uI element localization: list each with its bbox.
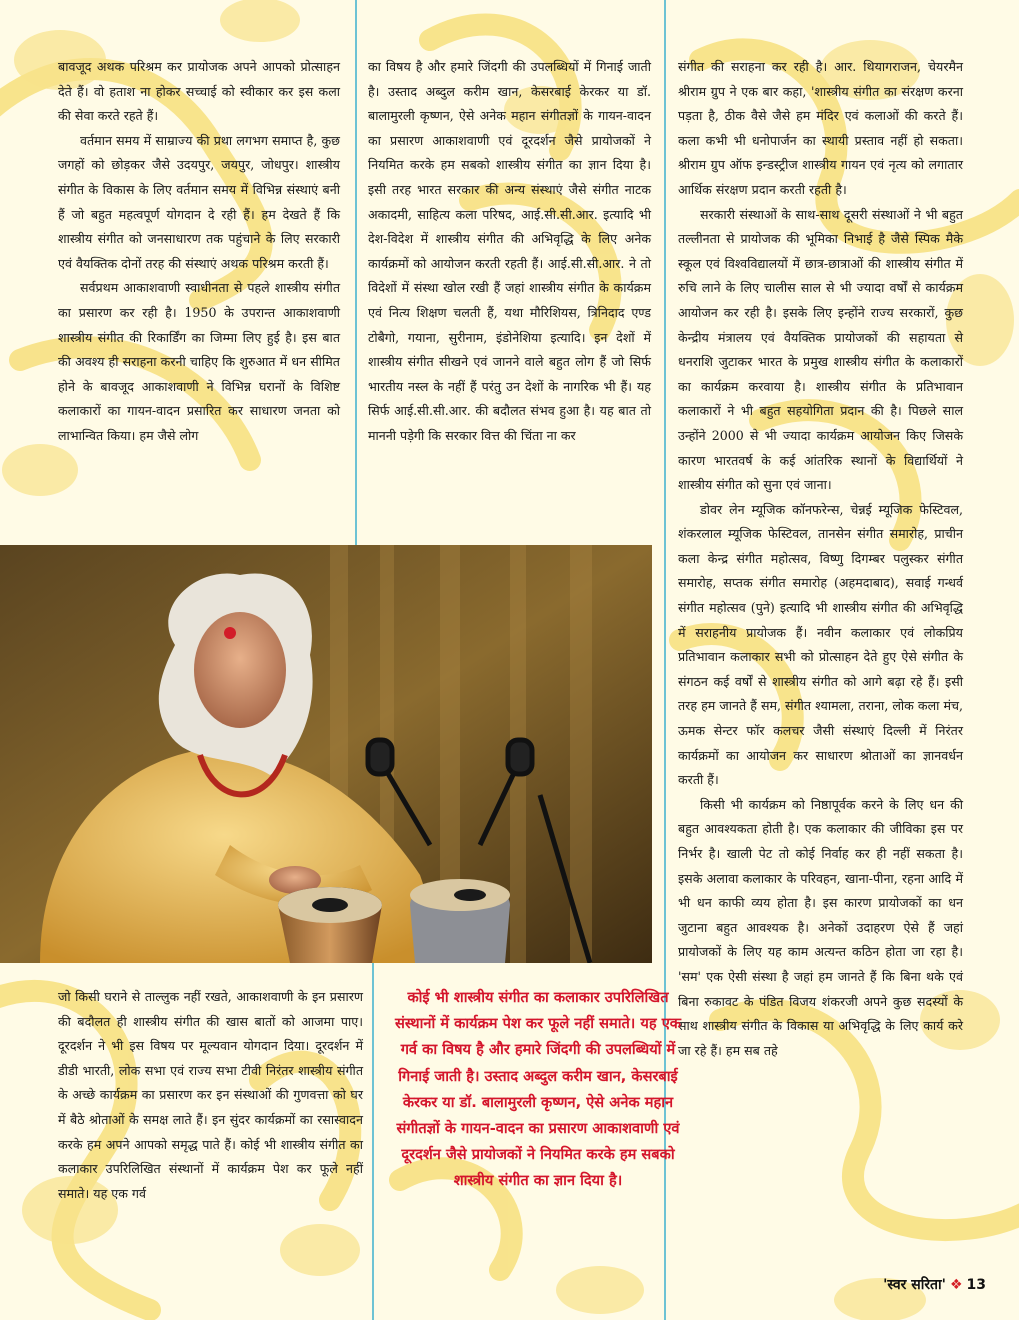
paragraph: बावजूद अथक परिश्रम कर प्रायोजक अपने आपको प्रोत्साहन देते हैं। वो हताश ना होकर सच्चाई को स्वीकार कर इस कला की सेवा करते रहते हैं। bbox=[58, 59, 340, 124]
page-footer bbox=[883, 1275, 986, 1294]
tabla-performer-photo bbox=[0, 545, 652, 963]
paragraph: वर्तमान समय में साम्राज्य की प्रथा लगभग समाप्त है, कुछ जगहों को छोड़कर जैसे उदयपुर, जयपुर, जोधपुर। शास्त्रीय संगीत के विकास के लिए वर्तमान समय में विभिन्न संस्थाएं बनी हैं जो बहुत महत्वपूर्ण योगदान दे रही हैं। हम देखते हैं कि शास्त्रीय संगीत को जनसाधारण तक पहुंचाने के लिए सरकारी एवं वैयक्तिक दोनों तरह की संस्थाएं अथक परिश्रम करती हैं। bbox=[58, 132, 340, 271]
column-1-bottom bbox=[58, 985, 363, 1206]
paragraph: किसी भी कार्यक्रम को निष्ठापूर्वक करने के लिए धन की बहुत आवश्यकता होती है। एक कलाकार की जीविका इस पर निर्भर है। खाली पेट तो कोई निर्वाह कर ही नहीं सकता है। इसके अलावा कलाकार के परिवहन, खाना-पीना, रहना आदि में भी धन काफी व्यय होता है। इस कारण प्रायोजकों का धन जुटाना बहुत आवश्यक है। अनेकों उदाहरण ऐसे हैं जहां प्रायोजकों के लिए यह काम अत्यन्त कठिन होता जा रहा है। 'सम' एक ऐसी संस्था है जहां हम जानते हैं कि बिना थके एवं बिना रुकावट के पंडित विजय शंकरजी अपने कुछ सदस्यों के साथ शास्त्रीय संगीत के विकास या अभिवृद्धि के लिए कार्य करे जा रहे हैं। हम सब तहे bbox=[678, 796, 963, 1058]
pull-quote: कोई भी शास्त्रीय संगीत का कलाकार उपरिलिखित संस्थानों में कार्यक्रम पेश कर फूले नहीं समाते। यह एक गर्व का विषय है और हमारे जिंदगी की उपलब्धियों में गिनाई जाती है। उस्ताद अब्दुल करीम खान, केसरबाई केरकर या डॉ. बालामुरली कृष्णन, ऐसे अनेक महान संगीतज्ञों के गायन-वादन का प्रसारण आकाशवाणी एवं दूरदर्शन जैसे प्रायोजकों ने नियमित करके हम सबको शास्त्रीय संगीत का ज्ञान दिया है। bbox=[395, 989, 681, 1190]
paragraph: डोवर लेन म्यूजिक कॉनफरेन्स, चेन्नई म्यूजिक फेस्टिवल, शंकरलाल म्यूजिक फेस्टिवल, तानसेन संगीत समारोह, प्राचीन कला केन्द्र संगीत महोत्सव, विष्णु दिगम्बर पलुस्कर संगीत समारोह, सप्तक संगीत समारोह (अहमदाबाद), सवाई गन्धर्व संगीत महोत्सव (पुने) इत्यादि भी शास्त्रीय संगीत की अभिवृद्धि में सराहनीय प्रायोजक हैं। नवीन कलाकार एवं लोकप्रिय प्रतिभावान कलाकार सभी को प्रोत्साहन देते हुए ऐसे संगीत के संगठन कई वर्षों से शास्त्रीय संगीत को आगे बढ़ा रहे हैं। इसी तरह हम जानते हैं सम, संगीत श्यामला, तराना, लोक कला मंच, ऊमक सेन्टर फॉर कलचर जैसी संस्थाएं दिल्ली में निरंतर कार्यक्रमों का आयोजन कर साधारण श्रोताओं का ज्ञानवर्धन करती हैं। bbox=[678, 501, 963, 788]
paragraph: सर्वप्रथम आकाशवाणी स्वाधीनता से पहले शास्त्रीय संगीत का प्रसारण कर रही है। 1950 के उपरान्त आकाशवाणी शास्त्रीय संगीत की रिकार्डिंग का जिम्मा लिए हुई है। इस बात की अवश्य ही सराहना करनी चाहिए कि शुरुआत में धन सीमित होने के बावजूद आकाशवाणी ने विभिन्न घरानों के विशिष्ट कलाकारों का गायन-वादन प्रसारित कर साधारण जनता को लाभान्वित किया। हम जैसे लोग bbox=[58, 280, 340, 443]
magazine-name: 'स्वर सरिता' bbox=[883, 1277, 946, 1293]
paragraph: सरकारी संस्थाओं के साथ-साथ दूसरी संस्थाओं ने भी बहुत तल्लीनता से प्रायोजक की भूमिका निभाई है जैसे स्पिक मैके स्कूल एवं विश्वविद्यालयों में छात्र-छात्राओं की शास्त्रीय संगीत में रुचि लाने के लिए चालीस साल से भी ज्यादा वर्षों से कार्यक्रम आयोजन कर रही है। इसके लिए इन्होंने राज्य सरकारों, कुछ केन्द्रीय मंत्रालय एवं वैयक्तिक प्रायोजकों की सहायता से धनराशि जुटाकर भारत के प्रमुख शास्त्रीय संगीत के कलाकारों का कार्यक्रम करवाया है। शास्त्रीय संगीत के प्रतिभावान कलाकारों ने भी बहुत सहयोगिता प्रदान की है। पिछले साल उन्होंने 2000 से भी ज्यादा कार्यक्रम आयोजन किए जिसके कारण भारतवर्ष के कई आंतरिक स्थानों के विद्यार्थियों ने शास्त्रीय संगीत को सुना एवं जाना। bbox=[678, 206, 963, 493]
paragraph: जो किसी घराने से ताल्लुक नहीं रखते, आकाशवाणी के इन प्रसारण की बदौलत ही शास्त्रीय संगीत की खास बातों को आजमा पाए। दूरदर्शन ने भी इस विषय पर मूल्यवान योगदान दिया। दूरदर्शन में डीडी भारती, लोक सभा एवं राज्य सभा टीवी निरंतर शास्त्रीय संगीत के अच्छे कार्यक्रम का प्रसारण कर इन संस्थाओं की गुणवत्ता को घर में बैठे श्रोताओं के समक्ष लाते हैं। इन सुंदर कार्यक्रमों का रसास्वादन करके हम अपने आपको समृद्ध पाते हैं। कोई भी शास्त्रीय संगीत का कलाकार उपरिलिखित संस्थानों में कार्यक्रम पेश कर फूले नहीं समाते। यह एक गर्व bbox=[58, 989, 363, 1201]
paragraph: का विषय है और हमारे जिंदगी की उपलब्धियों में गिनाई जाती है। उस्ताद अब्दुल करीम खान, केसरबाई केरकर या डॉ. बालामुरली कृष्णन, ऐसे अनेक महान संगीतज्ञों के गायन-वादन का प्रसारण आकाशवाणी एवं दूरदर्शन जैसे प्रायोजकों ने नियमित करके हम सबको शास्त्रीय संगीत का ज्ञान दिया है। इसी तरह भारत सरकार की अन्य संस्थाएं जैसे संगीत नाटक अकादमी, साहित्य कला परिषद, आई.सी.सी.आर. इत्यादि भी देश-विदेश में शास्त्रीय संगीत की अभिवृद्धि के लिए अनेक कार्यक्रमों को आयोजन करती रहती हैं। आई.सी.सी.आर. ने तो विदेशों में संस्था खोल रखी हैं जहां शास्त्रीय संगीत के कार्यक्रम एवं नित्य शिक्षण चलती हैं, यथा मौरिशियस, त्रिनिदाद एण्ड टोबैगो, गयाना, सुरीनाम, इंडोनेशिया इत्यादि। इन देशों में शास्त्रीय संगीत सीखने एवं जानने वाले बहुत लोग हैं जो सिर्फ भारतीय नस्ल के नहीं हैं परंतु उन देशों के नागरिक भी हैं। यह सिर्फ आई.सी.सी.आर. की बदौलत संभव हुआ है। यह बात तो माननी पड़ेगी कि सरकार वित्त की चिंता ना कर bbox=[368, 59, 651, 443]
diamond-icon: ❖ bbox=[949, 1277, 963, 1293]
column-3 bbox=[678, 55, 963, 1063]
paragraph: संगीत की सराहना कर रही है। आर. थियागराजन, चेयरमैन श्रीराम ग्रुप ने एक बार कहा, 'शास्त्रीय संगीत का संरक्षण करना पड़ता है, ठीक वैसे जैसे हम मंदिर एवं कलाओं की करते हैं। कला कभी भी धनोपार्जन का स्थायी प्रस्ताव नहीं हो सकता। श्रीराम ग्रुप ऑफ इन्डस्ट्रीज शास्त्रीय गायन एवं नृत्य को लगातार आर्थिक संरक्षण प्रदान करती रहती है। bbox=[678, 59, 963, 197]
column-rule-left-top bbox=[355, 0, 357, 545]
page-number: 13 bbox=[966, 1277, 986, 1293]
column-2-top bbox=[368, 55, 651, 449]
column-1-top bbox=[58, 55, 340, 449]
column-rule-left-bottom bbox=[372, 963, 374, 1320]
